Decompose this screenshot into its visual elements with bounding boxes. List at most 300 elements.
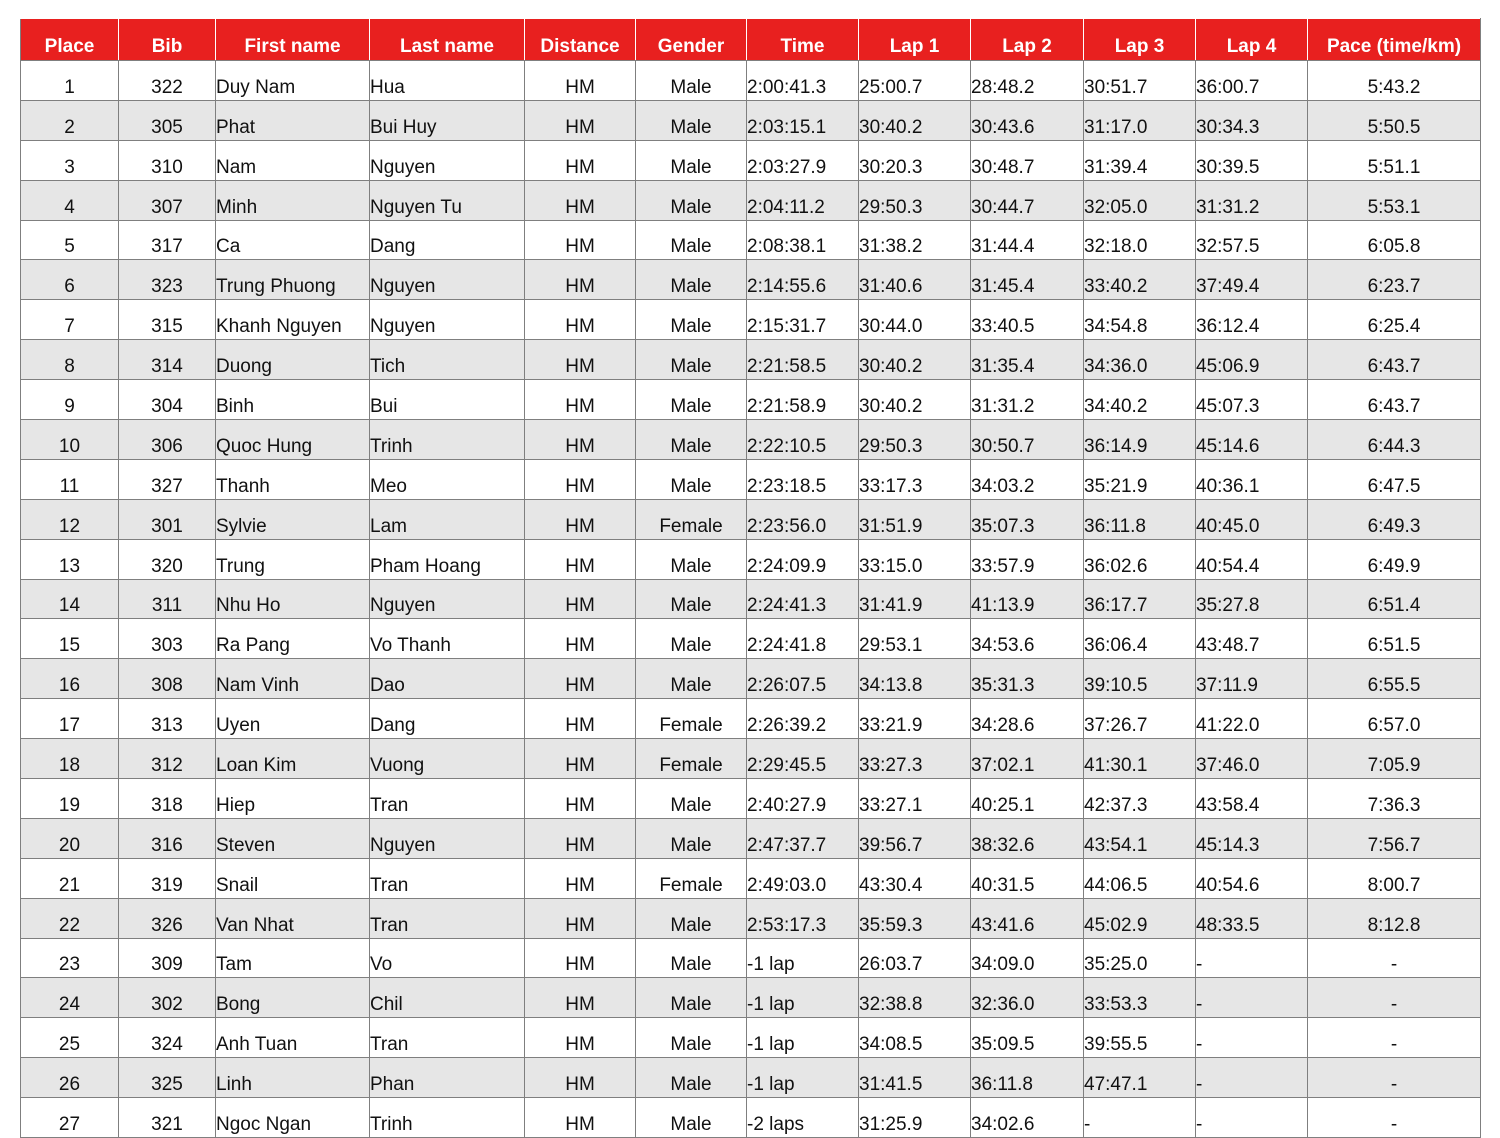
cell-lap2: 38:32.6 — [971, 818, 1084, 858]
cell-gender: Male — [636, 300, 747, 340]
cell-gender: Male — [636, 61, 747, 101]
cell-pace: - — [1308, 1018, 1481, 1058]
cell-distance: HM — [525, 898, 636, 938]
cell-first-name: Khanh Nguyen — [216, 300, 370, 340]
cell-lap1: 31:51.9 — [859, 499, 971, 539]
header-time: Time — [747, 19, 859, 61]
cell-place: 24 — [21, 978, 119, 1018]
cell-bib: 308 — [119, 659, 216, 699]
cell-first-name: Ngoc Ngan — [216, 1098, 370, 1138]
cell-bib: 312 — [119, 739, 216, 779]
cell-first-name: Hiep — [216, 779, 370, 819]
table-row — [21, 499, 1481, 539]
table-row — [21, 699, 1481, 739]
cell-lap1: 26:03.7 — [859, 938, 971, 978]
cell-lap3: 31:17.0 — [1084, 100, 1196, 140]
cell-gender: Male — [636, 100, 747, 140]
cell-distance: HM — [525, 260, 636, 300]
table-row — [21, 220, 1481, 260]
cell-lap3: 44:06.5 — [1084, 858, 1196, 898]
header-pace: Pace (time/km) — [1308, 19, 1481, 61]
cell-lap4: 36:00.7 — [1196, 61, 1308, 101]
cell-last-name: Tran — [370, 898, 525, 938]
cell-distance: HM — [525, 739, 636, 779]
cell-pace: 6:25.4 — [1308, 300, 1481, 340]
cell-bib: 315 — [119, 300, 216, 340]
cell-gender: Male — [636, 818, 747, 858]
cell-time: 2:21:58.5 — [747, 340, 859, 380]
cell-lap3: 47:47.1 — [1084, 1058, 1196, 1098]
cell-distance: HM — [525, 300, 636, 340]
table-row — [21, 1098, 1481, 1138]
cell-gender: Male — [636, 619, 747, 659]
cell-pace: 6:49.3 — [1308, 499, 1481, 539]
cell-lap4: - — [1196, 938, 1308, 978]
cell-time: 2:08:38.1 — [747, 220, 859, 260]
cell-lap1: 30:40.2 — [859, 340, 971, 380]
cell-bib: 317 — [119, 220, 216, 260]
cell-distance: HM — [525, 539, 636, 579]
cell-lap1: 33:21.9 — [859, 699, 971, 739]
cell-place: 19 — [21, 779, 119, 819]
cell-lap2: 41:13.9 — [971, 579, 1084, 619]
table-row — [21, 858, 1481, 898]
cell-lap2: 32:36.0 — [971, 978, 1084, 1018]
cell-gender: Male — [636, 1098, 747, 1138]
cell-time: -1 lap — [747, 978, 859, 1018]
cell-time: 2:00:41.3 — [747, 61, 859, 101]
cell-lap1: 30:40.2 — [859, 100, 971, 140]
cell-bib: 326 — [119, 898, 216, 938]
cell-place: 13 — [21, 539, 119, 579]
cell-distance: HM — [525, 380, 636, 420]
cell-first-name: Minh — [216, 180, 370, 220]
cell-distance: HM — [525, 579, 636, 619]
cell-last-name: Dao — [370, 659, 525, 699]
cell-pace: 5:43.2 — [1308, 61, 1481, 101]
cell-lap1: 31:38.2 — [859, 220, 971, 260]
header-lap4: Lap 4 — [1196, 19, 1308, 61]
cell-lap1: 33:15.0 — [859, 539, 971, 579]
cell-bib: 302 — [119, 978, 216, 1018]
cell-bib: 307 — [119, 180, 216, 220]
cell-lap3: 36:02.6 — [1084, 539, 1196, 579]
cell-lap1: 25:00.7 — [859, 61, 971, 101]
cell-lap2: 35:07.3 — [971, 499, 1084, 539]
cell-last-name: Nguyen — [370, 579, 525, 619]
cell-lap4: 32:57.5 — [1196, 220, 1308, 260]
cell-time: 2:53:17.3 — [747, 898, 859, 938]
cell-pace: 5:51.1 — [1308, 140, 1481, 180]
cell-last-name: Meo — [370, 459, 525, 499]
cell-time: 2:23:56.0 — [747, 499, 859, 539]
cell-time: 2:14:55.6 — [747, 260, 859, 300]
cell-lap1: 32:38.8 — [859, 978, 971, 1018]
cell-place: 14 — [21, 579, 119, 619]
cell-lap2: 43:41.6 — [971, 898, 1084, 938]
table-row — [21, 898, 1481, 938]
cell-lap2: 34:03.2 — [971, 459, 1084, 499]
cell-bib: 301 — [119, 499, 216, 539]
cell-lap2: 36:11.8 — [971, 1058, 1084, 1098]
cell-distance: HM — [525, 978, 636, 1018]
table-row — [21, 818, 1481, 858]
cell-last-name: Pham Hoang — [370, 539, 525, 579]
results-body — [21, 61, 1481, 1138]
cell-first-name: Ra Pang — [216, 619, 370, 659]
cell-lap3: 35:21.9 — [1084, 459, 1196, 499]
cell-pace: 6:44.3 — [1308, 420, 1481, 460]
cell-lap1: 31:41.9 — [859, 579, 971, 619]
cell-time: 2:24:09.9 — [747, 539, 859, 579]
table-row — [21, 539, 1481, 579]
cell-lap4: - — [1196, 978, 1308, 1018]
results-table-container — [20, 18, 1480, 1138]
cell-lap2: 34:28.6 — [971, 699, 1084, 739]
cell-bib: 318 — [119, 779, 216, 819]
cell-time: 2:49:03.0 — [747, 858, 859, 898]
cell-last-name: Vo Thanh — [370, 619, 525, 659]
cell-lap2: 30:50.7 — [971, 420, 1084, 460]
table-row — [21, 180, 1481, 220]
cell-bib: 327 — [119, 459, 216, 499]
cell-lap4: 37:46.0 — [1196, 739, 1308, 779]
cell-distance: HM — [525, 1098, 636, 1138]
cell-pace: 6:51.4 — [1308, 579, 1481, 619]
cell-place: 21 — [21, 858, 119, 898]
cell-distance: HM — [525, 1058, 636, 1098]
cell-last-name: Lam — [370, 499, 525, 539]
cell-lap3: 30:51.7 — [1084, 61, 1196, 101]
cell-lap3: 43:54.1 — [1084, 818, 1196, 858]
cell-place: 2 — [21, 100, 119, 140]
cell-place: 7 — [21, 300, 119, 340]
cell-last-name: Dang — [370, 220, 525, 260]
cell-first-name: Bong — [216, 978, 370, 1018]
cell-lap3: - — [1084, 1098, 1196, 1138]
cell-place: 25 — [21, 1018, 119, 1058]
cell-time: 2:21:58.9 — [747, 380, 859, 420]
cell-first-name: Duy Nam — [216, 61, 370, 101]
cell-last-name: Nguyen — [370, 818, 525, 858]
cell-lap4: 37:49.4 — [1196, 260, 1308, 300]
cell-place: 16 — [21, 659, 119, 699]
header-last-name: Last name — [370, 19, 525, 61]
cell-last-name: Trinh — [370, 420, 525, 460]
cell-gender: Male — [636, 1018, 747, 1058]
cell-first-name: Binh — [216, 380, 370, 420]
cell-lap4: 40:45.0 — [1196, 499, 1308, 539]
cell-time: 2:26:07.5 — [747, 659, 859, 699]
cell-first-name: Loan Kim — [216, 739, 370, 779]
cell-bib: 309 — [119, 938, 216, 978]
cell-lap4: 48:33.5 — [1196, 898, 1308, 938]
cell-lap1: 34:13.8 — [859, 659, 971, 699]
cell-first-name: Sylvie — [216, 499, 370, 539]
cell-lap4: 40:54.4 — [1196, 539, 1308, 579]
cell-bib: 311 — [119, 579, 216, 619]
cell-lap4: 45:06.9 — [1196, 340, 1308, 380]
cell-distance: HM — [525, 1018, 636, 1058]
cell-lap4: 40:54.6 — [1196, 858, 1308, 898]
cell-gender: Male — [636, 380, 747, 420]
cell-distance: HM — [525, 938, 636, 978]
cell-place: 27 — [21, 1098, 119, 1138]
cell-lap4: - — [1196, 1098, 1308, 1138]
cell-pace: 7:56.7 — [1308, 818, 1481, 858]
cell-place: 11 — [21, 459, 119, 499]
cell-time: 2:26:39.2 — [747, 699, 859, 739]
cell-lap4: - — [1196, 1018, 1308, 1058]
cell-lap1: 29:50.3 — [859, 420, 971, 460]
cell-last-name: Phan — [370, 1058, 525, 1098]
cell-lap4: 30:39.5 — [1196, 140, 1308, 180]
cell-first-name: Trung — [216, 539, 370, 579]
cell-time: -1 lap — [747, 1018, 859, 1058]
cell-place: 1 — [21, 61, 119, 101]
table-row — [21, 420, 1481, 460]
header-row — [21, 19, 1481, 61]
cell-lap3: 36:14.9 — [1084, 420, 1196, 460]
cell-lap3: 36:11.8 — [1084, 499, 1196, 539]
table-row — [21, 579, 1481, 619]
cell-lap2: 30:44.7 — [971, 180, 1084, 220]
cell-distance: HM — [525, 140, 636, 180]
cell-lap3: 34:36.0 — [1084, 340, 1196, 380]
cell-lap2: 33:40.5 — [971, 300, 1084, 340]
cell-last-name: Tran — [370, 779, 525, 819]
cell-gender: Male — [636, 779, 747, 819]
cell-lap4: 45:14.6 — [1196, 420, 1308, 460]
cell-first-name: Nhu Ho — [216, 579, 370, 619]
cell-last-name: Nguyen — [370, 300, 525, 340]
cell-bib: 320 — [119, 539, 216, 579]
cell-lap2: 31:45.4 — [971, 260, 1084, 300]
cell-time: -1 lap — [747, 1058, 859, 1098]
cell-time: 2:24:41.8 — [747, 619, 859, 659]
cell-gender: Male — [636, 898, 747, 938]
cell-place: 8 — [21, 340, 119, 380]
cell-bib: 324 — [119, 1018, 216, 1058]
cell-lap3: 34:40.2 — [1084, 380, 1196, 420]
cell-pace: 6:55.5 — [1308, 659, 1481, 699]
cell-place: 22 — [21, 898, 119, 938]
cell-distance: HM — [525, 659, 636, 699]
cell-last-name: Vo — [370, 938, 525, 978]
cell-time: 2:03:27.9 — [747, 140, 859, 180]
cell-time: 2:22:10.5 — [747, 420, 859, 460]
header-lap1: Lap 1 — [859, 19, 971, 61]
cell-last-name: Nguyen — [370, 260, 525, 300]
cell-last-name: Trinh — [370, 1098, 525, 1138]
header-gender: Gender — [636, 19, 747, 61]
cell-gender: Male — [636, 579, 747, 619]
cell-lap1: 35:59.3 — [859, 898, 971, 938]
cell-lap4: 36:12.4 — [1196, 300, 1308, 340]
cell-gender: Male — [636, 220, 747, 260]
table-row — [21, 659, 1481, 699]
cell-lap2: 40:31.5 — [971, 858, 1084, 898]
cell-pace: 7:36.3 — [1308, 779, 1481, 819]
cell-lap1: 43:30.4 — [859, 858, 971, 898]
cell-lap2: 30:43.6 — [971, 100, 1084, 140]
cell-lap2: 34:53.6 — [971, 619, 1084, 659]
cell-lap3: 42:37.3 — [1084, 779, 1196, 819]
cell-gender: Male — [636, 140, 747, 180]
table-row — [21, 739, 1481, 779]
header-lap3: Lap 3 — [1084, 19, 1196, 61]
cell-last-name: Bui — [370, 380, 525, 420]
cell-first-name: Snail — [216, 858, 370, 898]
cell-place: 20 — [21, 818, 119, 858]
cell-time: 2:47:37.7 — [747, 818, 859, 858]
header-first-name: First name — [216, 19, 370, 61]
cell-bib: 316 — [119, 818, 216, 858]
cell-distance: HM — [525, 340, 636, 380]
cell-lap2: 31:35.4 — [971, 340, 1084, 380]
cell-pace: 7:05.9 — [1308, 739, 1481, 779]
cell-lap1: 31:41.5 — [859, 1058, 971, 1098]
cell-bib: 314 — [119, 340, 216, 380]
cell-lap3: 34:54.8 — [1084, 300, 1196, 340]
cell-place: 12 — [21, 499, 119, 539]
header-place: Place — [21, 19, 119, 61]
table-row — [21, 619, 1481, 659]
cell-lap2: 37:02.1 — [971, 739, 1084, 779]
cell-gender: Male — [636, 659, 747, 699]
cell-pace: - — [1308, 978, 1481, 1018]
cell-lap3: 32:05.0 — [1084, 180, 1196, 220]
cell-distance: HM — [525, 61, 636, 101]
cell-first-name: Nam Vinh — [216, 659, 370, 699]
cell-lap4: 45:07.3 — [1196, 380, 1308, 420]
cell-time: 2:23:18.5 — [747, 459, 859, 499]
cell-first-name: Trung Phuong — [216, 260, 370, 300]
cell-pace: 6:49.9 — [1308, 539, 1481, 579]
cell-lap4: - — [1196, 1058, 1308, 1098]
cell-last-name: Tran — [370, 1018, 525, 1058]
cell-pace: 6:57.0 — [1308, 699, 1481, 739]
cell-lap1: 39:56.7 — [859, 818, 971, 858]
cell-lap1: 30:40.2 — [859, 380, 971, 420]
cell-distance: HM — [525, 180, 636, 220]
cell-bib: 319 — [119, 858, 216, 898]
cell-distance: HM — [525, 818, 636, 858]
cell-bib: 306 — [119, 420, 216, 460]
cell-gender: Male — [636, 539, 747, 579]
cell-bib: 322 — [119, 61, 216, 101]
cell-lap2: 34:02.6 — [971, 1098, 1084, 1138]
cell-gender: Female — [636, 739, 747, 779]
cell-bib: 323 — [119, 260, 216, 300]
cell-last-name: Chil — [370, 978, 525, 1018]
cell-pace: 5:53.1 — [1308, 180, 1481, 220]
cell-pace: 8:00.7 — [1308, 858, 1481, 898]
cell-gender: Male — [636, 1058, 747, 1098]
cell-lap4: 45:14.3 — [1196, 818, 1308, 858]
cell-time: 2:29:45.5 — [747, 739, 859, 779]
header-lap2: Lap 2 — [971, 19, 1084, 61]
cell-lap4: 41:22.0 — [1196, 699, 1308, 739]
cell-first-name: Steven — [216, 818, 370, 858]
cell-bib: 325 — [119, 1058, 216, 1098]
cell-gender: Male — [636, 938, 747, 978]
cell-lap3: 32:18.0 — [1084, 220, 1196, 260]
table-row — [21, 978, 1481, 1018]
cell-pace: 5:50.5 — [1308, 100, 1481, 140]
cell-distance: HM — [525, 699, 636, 739]
table-row — [21, 140, 1481, 180]
cell-time: 2:15:31.7 — [747, 300, 859, 340]
cell-lap2: 28:48.2 — [971, 61, 1084, 101]
table-row — [21, 100, 1481, 140]
cell-time: -1 lap — [747, 938, 859, 978]
cell-last-name: Nguyen Tu — [370, 180, 525, 220]
table-row — [21, 459, 1481, 499]
cell-first-name: Linh — [216, 1058, 370, 1098]
cell-distance: HM — [525, 499, 636, 539]
cell-lap3: 37:26.7 — [1084, 699, 1196, 739]
cell-pace: - — [1308, 1098, 1481, 1138]
cell-lap3: 39:10.5 — [1084, 659, 1196, 699]
cell-lap2: 34:09.0 — [971, 938, 1084, 978]
cell-lap1: 34:08.5 — [859, 1018, 971, 1058]
cell-gender: Male — [636, 340, 747, 380]
cell-lap1: 30:44.0 — [859, 300, 971, 340]
cell-gender: Male — [636, 180, 747, 220]
cell-last-name: Vuong — [370, 739, 525, 779]
cell-lap3: 35:25.0 — [1084, 938, 1196, 978]
table-row — [21, 779, 1481, 819]
cell-gender: Female — [636, 858, 747, 898]
cell-place: 3 — [21, 140, 119, 180]
cell-time: -2 laps — [747, 1098, 859, 1138]
cell-time: 2:24:41.3 — [747, 579, 859, 619]
cell-lap3: 33:53.3 — [1084, 978, 1196, 1018]
cell-distance: HM — [525, 858, 636, 898]
cell-place: 18 — [21, 739, 119, 779]
cell-lap3: 45:02.9 — [1084, 898, 1196, 938]
cell-place: 15 — [21, 619, 119, 659]
cell-lap3: 41:30.1 — [1084, 739, 1196, 779]
cell-lap2: 35:09.5 — [971, 1018, 1084, 1058]
cell-lap3: 31:39.4 — [1084, 140, 1196, 180]
cell-gender: Female — [636, 499, 747, 539]
cell-bib: 313 — [119, 699, 216, 739]
cell-last-name: Nguyen — [370, 140, 525, 180]
cell-last-name: Tran — [370, 858, 525, 898]
cell-distance: HM — [525, 619, 636, 659]
cell-distance: HM — [525, 459, 636, 499]
cell-lap1: 33:27.1 — [859, 779, 971, 819]
cell-lap2: 40:25.1 — [971, 779, 1084, 819]
cell-lap4: 35:27.8 — [1196, 579, 1308, 619]
cell-gender: Male — [636, 260, 747, 300]
cell-first-name: Anh Tuan — [216, 1018, 370, 1058]
cell-lap2: 35:31.3 — [971, 659, 1084, 699]
cell-lap4: 31:31.2 — [1196, 180, 1308, 220]
cell-place: 23 — [21, 938, 119, 978]
cell-last-name: Hua — [370, 61, 525, 101]
cell-time: 2:40:27.9 — [747, 779, 859, 819]
cell-pace: 6:43.7 — [1308, 340, 1481, 380]
cell-gender: Female — [636, 699, 747, 739]
cell-first-name: Quoc Hung — [216, 420, 370, 460]
cell-bib: 304 — [119, 380, 216, 420]
cell-first-name: Van Nhat — [216, 898, 370, 938]
cell-lap1: 29:53.1 — [859, 619, 971, 659]
cell-distance: HM — [525, 220, 636, 260]
